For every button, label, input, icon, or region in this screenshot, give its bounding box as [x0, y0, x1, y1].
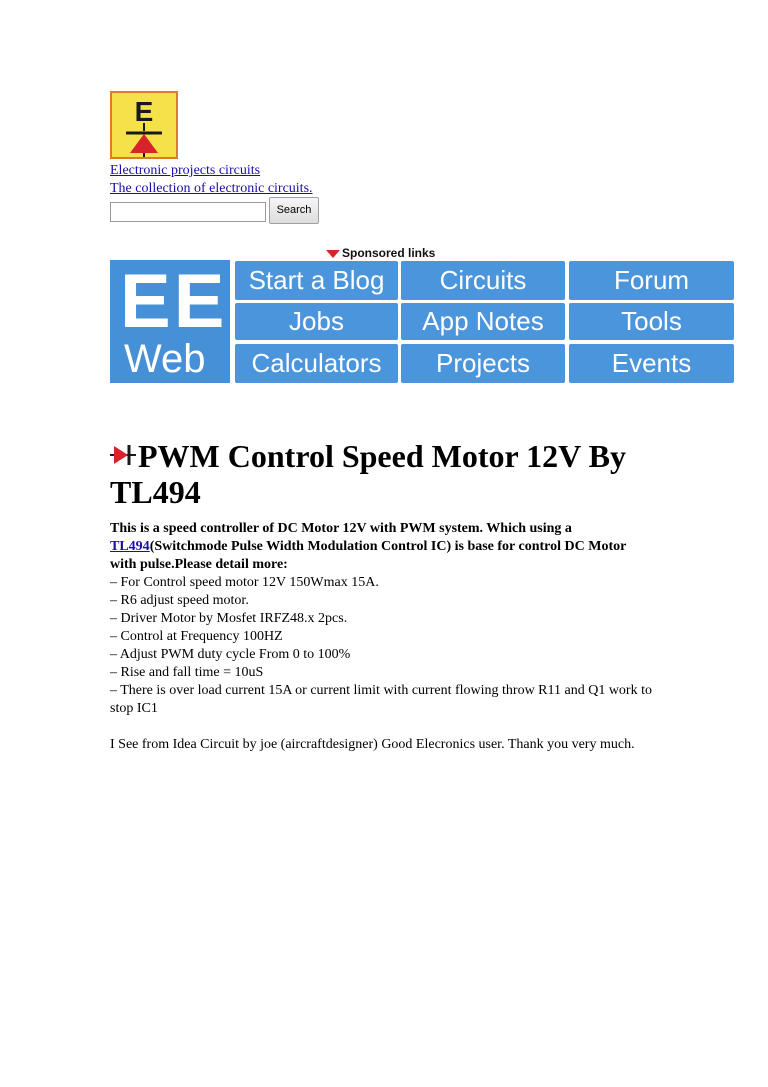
sponsored-links-label [326, 246, 435, 260]
list-item: – For Control speed motor 12V 150Wmax 15A. [110, 575, 379, 590]
eeweb-logo-top: EE [120, 259, 228, 344]
list-item: – R6 adjust speed motor. [110, 593, 249, 608]
site-tagline-link[interactable]: The collection of electronic circuits. [110, 181, 313, 196]
banner-button-forum[interactable]: Forum [569, 261, 734, 300]
intro-text-after: (Switchmode Pulse Width Modulation Control IC) is base for control DC Motor with pulse.Please detail more: [110, 539, 627, 572]
banner-button-jobs[interactable]: Jobs [235, 303, 398, 340]
list-item: – Control at Frequency 100HZ [110, 629, 283, 644]
banner-button-tools[interactable]: Tools [569, 303, 734, 340]
search-button[interactable]: Search [269, 197, 319, 224]
site-name-link[interactable]: Electronic projects circuits [110, 163, 261, 178]
logo-letter: E [134, 96, 154, 127]
tl494-link[interactable]: TL494 [110, 539, 150, 554]
article-body [110, 520, 655, 754]
site-logo[interactable] [110, 91, 178, 159]
article-intro [110, 520, 655, 574]
banner-button-projects[interactable]: Projects [401, 344, 565, 383]
banner-button-calculators[interactable]: Calculators [235, 344, 398, 383]
eeweb-logo[interactable] [110, 260, 230, 383]
banner-button-circuits[interactable]: Circuits [401, 261, 565, 300]
banner-button-app-notes[interactable]: App Notes [401, 303, 565, 340]
diode-icon [110, 444, 136, 466]
list-item: – Adjust PWM duty cycle From 0 to 100% [110, 647, 351, 662]
eeweb-banner [110, 260, 734, 383]
list-item: – Rise and fall time = 10uS [110, 665, 264, 680]
triangle-down-icon [326, 250, 340, 258]
sponsored-text: Sponsored links [342, 246, 436, 260]
article-title: PWM Control Speed Motor 12V By TL494 [110, 438, 626, 510]
banner-button-start-blog[interactable]: Start a Blog [235, 261, 398, 300]
list-item: – Driver Motor by Mosfet IRFZ48.x 2pcs. [110, 611, 348, 626]
article-header [110, 438, 670, 510]
search-input[interactable] [110, 202, 266, 222]
intro-text-before: This is a speed controller of DC Motor 12V with PWM system. Which using a [110, 521, 572, 536]
banner-button-events[interactable]: Events [569, 344, 734, 383]
article-credit: I See from Idea Circuit by joe (aircraftdesigner) Good Elecronics user. Thank you very much. [110, 737, 635, 752]
eeweb-logo-bottom: Web [124, 337, 206, 381]
list-item: – There is over load current 15A or current limit with current flowing throw R11 and Q1 work to stop IC1 [110, 683, 652, 716]
diode-logo-icon [112, 93, 176, 157]
